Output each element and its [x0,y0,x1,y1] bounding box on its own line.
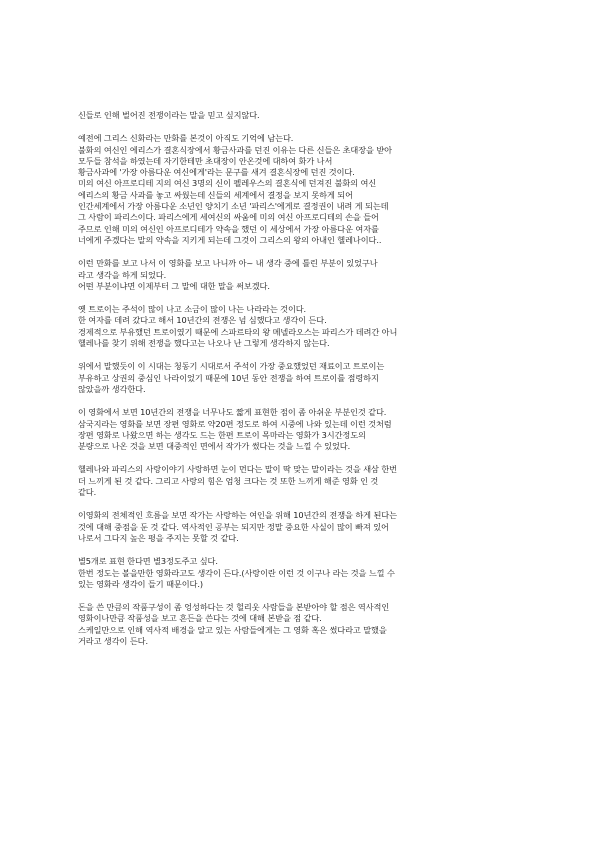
text-line: 한번 정도는 볼을만한 영화라고도 생각이 든다.(사랑이란 이런 것 이구나 라는 것을 느낄 수 [78,567,395,578]
text-line: 헬레나와 파리스의 사랑이야기 사랑하면 눈이 먼다는 말이 딱 맞는 말이라는 것을 새삼 한번 [78,464,397,475]
paragraph [78,304,515,349]
paragraph [78,110,515,121]
text-line: 너에게 주겠다는 말의 약속을 지키게 되는데 그것이 그리스의 왕의 아내인 헬레나이다.. [78,234,382,245]
text-line: 경제적으로 부유했던 트로이였기 때문에 스파르타의 왕 메넬라오스는 파리스가 데려간 아니 [78,326,398,337]
text-line: 장편 영화로 나왔으면 하는 생각도 드는 한편 트로이 목마라는 영화가 3시간정도의 [78,429,366,440]
text-line: 미의 여신 아프로디테 지의 여신 3명의 신이 펠레우스의 결혼식에 던져진 불화의 여신 [78,178,377,189]
text-line: 주므로 인해 미의 여신인 아프로디테가 약속을 했던 이 세상에서 가장 아름다운 여자를 [78,223,379,234]
text-line: 이 영화에서 보면 10년간의 전쟁을 너무나도 짧게 표현한 점이 좀 아쉬운 부분인것 같다. [78,407,387,418]
text-line: 어떤 부분이냐면 이제부터 그 말에 대한 말을 써보겠다. [78,280,270,291]
text-line: 모두들 참석을 하였는데 자기한테만 초대장이 안온것에 대하여 화가 나서 [78,155,333,166]
text-line: 않았을까 생각한다. [78,383,146,394]
text-line: 영화이나만큼 작품성을 보고 흔든을 쓴다는 것에 대해 본받을 점 같다. [78,613,322,624]
text-line: 위에서 말했듯이 이 시대는 청동기 시대로서 주석이 가장 중요했었던 재료이고 트로이는 [78,361,385,372]
text-line: 불화의 여신인 에리스가 결혼식장에서 황금사과를 던진 이유는 다른 신들은 초대장을 받아 [78,144,392,155]
text-line: 이영화의 전체적인 흐름을 보면 작가는 사랑하는 여인을 위해 10년간의 전쟁을 하게 된다는 [78,510,397,521]
text-line: 있는 영화라 생각이 들기 때문이다.) [78,578,203,589]
text-line: 그 사람이 파리스이다. 파리스에게 세여신의 싸움에 미의 여신 아프로디테의 손을 들어 [78,212,379,223]
text-line: 예전에 그리스 신화라는 만화를 본것이 아직도 기억에 남는다. [78,133,294,144]
text-line: 삼국지라는 영화를 보면 장편 영화로 약20편 정도로 하여 시중에 나와 있는데 이런 것처럼 [78,418,392,429]
text-line: 옛 트로이는 주석이 많이 나고 소금이 많이 나는 나라라는 것이다. [78,304,307,315]
paragraph [78,556,515,590]
text-line: 별5개로 표현 한다면 별3정도주고 싶다. [78,556,218,567]
text-line: 것에 대해 중점을 둔 것 같다. 역사적인 공부는 되지만 정말 중요한 사실이 많이 빠져 있어 [78,521,389,532]
paragraph [78,133,515,246]
text-line: 분량으로 나온 것을 보면 대중적인 면에서 작가가 썼다는 것을 느낄 수 있었다. [78,441,351,452]
text-line: 스케일만으로 인해 역사적 배경을 알고 있는 사람들에게는 그 영화 혹은 썼다라고 말했을 [78,624,387,635]
text-line: 인간세계에서 가장 아름다운 소년인 양치기 소년 '파리스'에게로 결정권이 내려 게 되는데 [78,201,389,212]
text-line: 더 느끼게 된 것 같다. 그리고 사랑의 힘은 엄청 크다는 것 또한 느끼게 해준 영화 인 것 [78,475,379,486]
text-line: 나로서 그다지 높은 평을 주지는 못할 것 같다. [78,532,239,543]
text-line: 같다. [78,487,97,498]
text-line: 이런 만화를 보고 나서 이 영화를 보고 나니까 아~ 내 생각 중에 틀린 부분이 있었구나 [78,258,378,269]
text-line: 신들로 인해 벌어진 전쟁이라는 말을 믿고 싶지않다. [78,110,260,120]
text-line: 황금사과에 '가장 아름다운 여신에게'라는 문구를 새겨 결혼식장에 던진 것이다. [78,167,355,178]
paragraph [78,361,515,395]
text-line: 헬레나를 찾기 위해 전쟁을 했다고는 나오나 난 그렇게 생각하지 않는다. [78,338,330,349]
paragraph [78,258,515,292]
text-line: 라고 생각을 하게 되었다. [78,269,167,280]
paragraph [78,510,515,544]
text-line: 부유하고 상권의 중심인 나라이었기 때문에 10년 동안 전쟁을 하여 트로이를 점령하지 [78,372,379,383]
text-line: 돈을 쓴 만큼의 작품구성이 좀 엉성하다는 것 헐리웃 사람들을 본받아야 할 점은 역사적인 [78,602,390,613]
paragraph [78,407,515,452]
text-line: 거라고 생각이 든다. [78,635,148,646]
paragraph [78,464,515,498]
text-line: 한 여자를 데려 갔다고 해서 10년간의 전쟁은 넘 심했다고 생각이 든다. [78,315,327,326]
paragraph [78,602,515,647]
text-line: 에리스의 황금 사과를 놓고 싸웠는데 신들의 세계에서 결정을 보지 못하게 되어 [78,189,353,200]
